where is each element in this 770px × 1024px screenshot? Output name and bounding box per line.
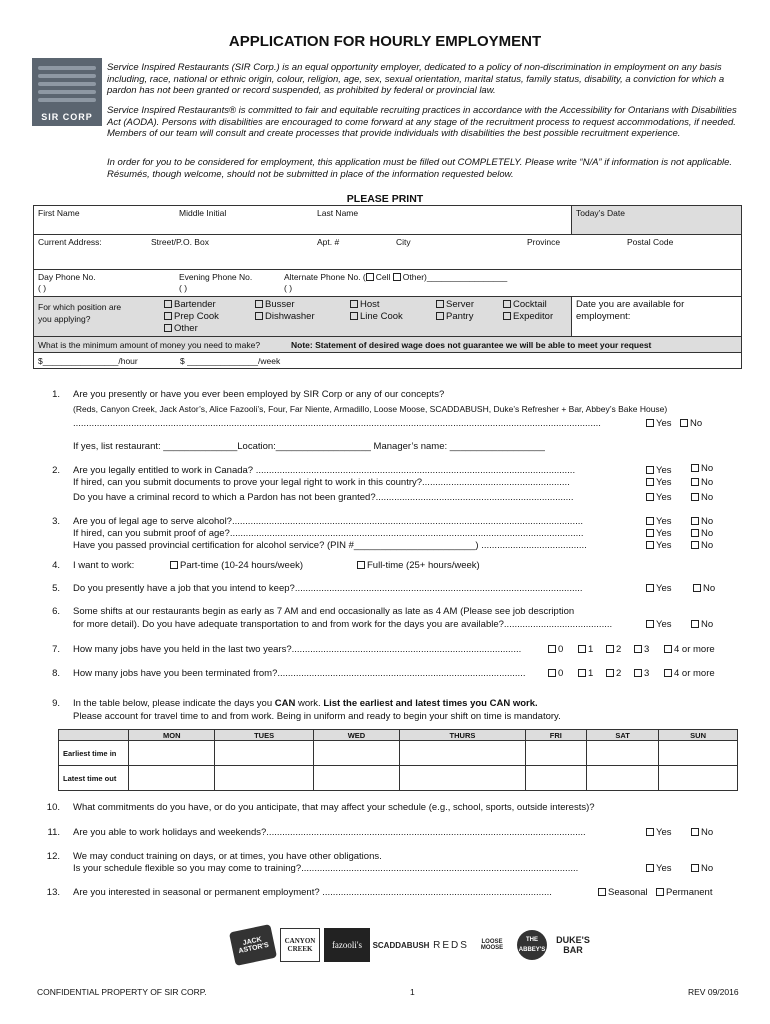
q7-4-checkbox[interactable] <box>664 645 672 653</box>
q7-count-4-or-more[interactable]: 4 or more <box>664 644 715 655</box>
q11-no[interactable]: No <box>691 827 713 838</box>
host-checkbox[interactable] <box>350 300 358 308</box>
q6-yes-checkbox[interactable] <box>646 620 654 628</box>
position-prep-cook[interactable]: Prep Cook <box>164 311 219 322</box>
earliest-thurs[interactable] <box>400 741 526 766</box>
q5-no-checkbox[interactable] <box>693 584 701 592</box>
earliest-wed[interactable] <box>313 741 399 766</box>
q8-count-3[interactable]: 3 <box>634 668 649 679</box>
q3-number: 3. <box>52 516 60 527</box>
latest-mon[interactable] <box>129 766 215 791</box>
pantry-checkbox[interactable] <box>436 312 444 320</box>
q7-count-1[interactable]: 1 <box>578 644 593 655</box>
q3a-yes-checkbox[interactable] <box>646 517 654 525</box>
q3b-no[interactable]: No <box>691 528 713 539</box>
q6-number: 6. <box>52 606 60 617</box>
position-question-1: For which position are <box>38 302 122 312</box>
sir-corp-logo <box>32 58 102 126</box>
q8-count-4-or-more[interactable]: 4 or more <box>664 668 715 679</box>
latest-thurs[interactable] <box>400 766 526 791</box>
q12-no-checkbox[interactable] <box>691 864 699 872</box>
q2-number: 2. <box>52 465 60 476</box>
q5-yes[interactable]: Yes <box>646 583 672 594</box>
alternate-phone-label: Alternate Phone No. ( Cell Other)_________________ <box>284 272 508 282</box>
please-print-heading: PLEASE PRINT <box>346 193 424 205</box>
q11-yes[interactable]: Yes <box>646 827 672 838</box>
last-name-label: Last Name <box>317 208 359 218</box>
province-label: Province <box>527 237 561 247</box>
q12-yes[interactable]: Yes <box>646 863 672 874</box>
q12-number: 12. <box>46 851 60 862</box>
position-host[interactable]: Host <box>350 299 380 310</box>
availability-header-row <box>59 730 738 741</box>
position-pantry[interactable]: Pantry <box>436 311 473 322</box>
street-label: Street/P.O. Box <box>151 237 209 247</box>
latest-sat[interactable] <box>586 766 658 791</box>
latest-fri[interactable] <box>525 766 586 791</box>
q6-no[interactable]: No <box>691 619 713 630</box>
day-fri: FRI <box>525 730 586 741</box>
day-mon: MON <box>129 730 215 741</box>
q3c-yes[interactable]: Yes <box>646 540 672 551</box>
evening-phone-label: Evening Phone No. <box>179 272 253 282</box>
position-server[interactable]: Server <box>436 299 474 310</box>
q9-number: 9. <box>52 698 60 709</box>
q2c-yes-checkbox[interactable] <box>646 493 654 501</box>
day-phone-area: ( ) <box>38 283 47 293</box>
brand-fazoolis-logo: fazooli's <box>324 928 370 962</box>
position-expeditor[interactable]: Expeditor <box>503 311 553 322</box>
q7-2-checkbox[interactable] <box>606 645 614 653</box>
position-bartender[interactable]: Bartender <box>164 299 216 310</box>
position-dishwasher[interactable]: Dishwasher <box>255 311 315 322</box>
seasonal-checkbox[interactable] <box>598 888 606 896</box>
expeditor-checkbox[interactable] <box>503 312 511 320</box>
q7-count-0[interactable]: 0 <box>548 644 563 655</box>
brand-canyon-creek-logo: CANYON CREEK <box>280 928 320 962</box>
wage-row <box>34 337 741 353</box>
q2a-no-checkbox[interactable] <box>691 464 699 472</box>
brand-abbeys-logo: THE ABBEY'S <box>514 928 550 962</box>
q4-full-time[interactable]: Full-time (25+ hours/week) <box>357 560 480 571</box>
q3a-no-checkbox[interactable] <box>691 517 699 525</box>
earliest-sun[interactable] <box>659 741 738 766</box>
q12-yes-checkbox[interactable] <box>646 864 654 872</box>
evening-phone-area: ( ) <box>179 283 188 293</box>
q3a-no[interactable]: No <box>691 516 713 527</box>
logo-text: SIR CORP <box>41 112 93 122</box>
q10-number: 10. <box>46 802 60 813</box>
availability-table <box>58 729 738 791</box>
latest-wed[interactable] <box>313 766 399 791</box>
q8-count-1[interactable]: 1 <box>578 668 593 679</box>
q13-permanent[interactable]: Permanent <box>656 887 712 898</box>
q3c-text: Have you passed provincial certification for alcohol service? (PIN #_______________________) ........................................ <box>73 540 587 551</box>
q7-3-checkbox[interactable] <box>634 645 642 653</box>
intro-paragraph-1: Service Inspired Restaurants (SIR Corp.) is an equal opportunity employer, dedicated to a policy of non-discrimination in employment on any basis including, race, national or ethnic origin, colour, religion, age, sex, sexual orientation, marital status, family status, disability, a conviction for which a pardon has not been granted or record suspended, as prohibited by federal or provincial law. <box>107 62 725 96</box>
busser-checkbox[interactable] <box>255 300 263 308</box>
q8-number: 8. <box>52 668 60 679</box>
intro-paragraph-3: In order for you to be considered for employment, this application must be filled out COMPLETELY. Please write “N/A” if information is not applicable. Résumés, though welcome, should not be submitted in place of the information requested below. <box>107 157 733 180</box>
todays-date-cell[interactable] <box>571 206 741 234</box>
q11-yes-checkbox[interactable] <box>646 828 654 836</box>
q5-no[interactable]: No <box>693 583 715 594</box>
wage-input-row[interactable] <box>34 353 741 369</box>
earliest-label: Earliest time in <box>59 741 129 766</box>
q9a-text: In the table below, please indicate the days you CAN work. List the earliest and latest times you CAN work. <box>73 698 538 709</box>
line-cook-checkbox[interactable] <box>350 312 358 320</box>
latest-tues[interactable] <box>215 766 313 791</box>
corner-cell <box>59 730 129 741</box>
name-row[interactable] <box>34 206 741 235</box>
day-wed: WED <box>313 730 399 741</box>
address-row[interactable] <box>34 235 741 270</box>
q7-number: 7. <box>52 644 60 655</box>
q8-1-checkbox[interactable] <box>578 669 586 677</box>
wage-note: Note: Statement of desired wage does not guarantee we will be able to meet your request <box>291 340 652 350</box>
q6-yes[interactable]: Yes <box>646 619 672 630</box>
server-checkbox[interactable] <box>436 300 444 308</box>
todays-date-label: Today’s Date <box>576 208 625 218</box>
per-week-field[interactable]: $ _______________/week <box>180 356 281 366</box>
per-hour-field[interactable]: $________________/hour <box>38 356 138 366</box>
q12a-text: We may conduct training on days, or at times, you have other obligations. <box>73 851 382 862</box>
q3c-yes-checkbox[interactable] <box>646 541 654 549</box>
footer-confidential: CONFIDENTIAL PROPERTY OF SIR CORP. <box>37 987 207 997</box>
q7-count-2[interactable]: 2 <box>606 644 621 655</box>
postal-code-label: Postal Code <box>627 237 674 247</box>
other-phone-checkbox[interactable] <box>393 273 401 281</box>
q4-number: 4. <box>52 560 60 571</box>
q1-no-checkbox[interactable] <box>680 419 688 427</box>
q13-number: 13. <box>46 887 60 898</box>
date-available-cell[interactable] <box>571 297 741 336</box>
position-row <box>34 297 741 337</box>
position-busser[interactable]: Busser <box>255 299 295 310</box>
latest-row <box>59 766 738 791</box>
q4-part-time[interactable]: Part-time (10-24 hours/week) <box>170 560 303 571</box>
latest-label: Latest time out <box>59 766 129 791</box>
q3b-text: If hired, can you submit proof of age?...................................................................................................................................... <box>73 528 584 539</box>
cocktail-checkbox[interactable] <box>503 300 511 308</box>
q3a-text: Are you of legal age to serve alcohol?..................................................................................................................................... <box>73 516 584 527</box>
footer-page-number: 1 <box>410 987 415 997</box>
q4-text: I want to work: <box>73 560 135 571</box>
q7-count-3[interactable]: 3 <box>634 644 649 655</box>
q2c-yes[interactable]: Yes <box>646 492 672 503</box>
q11-no-checkbox[interactable] <box>691 828 699 836</box>
q7-1-checkbox[interactable] <box>578 645 586 653</box>
q6a-text: Some shifts at our restaurants begin as early as 7 AM and end occasionally as late as 4 AM (Please see job description <box>73 606 575 617</box>
earliest-tues[interactable] <box>215 741 313 766</box>
q7-0-checkbox[interactable] <box>548 645 556 653</box>
prep-cook-checkbox[interactable] <box>164 312 172 320</box>
q8-text: How many jobs have you been terminated from?.............................................................................................. <box>73 668 526 679</box>
q3b-yes[interactable]: Yes <box>646 528 672 539</box>
brand-loose-moose-logo: LOOSE MOOSE <box>480 939 504 951</box>
q12b-text: Is your schedule flexible so you may come to training?......................................................................................................... <box>73 863 579 874</box>
apt-label: Apt. # <box>317 237 340 247</box>
brand-reds-logo: REDS <box>433 939 469 951</box>
position-line-cook[interactable]: Line Cook <box>350 311 403 322</box>
q1-dots: ........................................................................................................................................................................................................ <box>73 418 601 429</box>
position-other[interactable]: Other <box>164 323 198 334</box>
q5-text: Do you presently have a job that you intend to keep?............................................................................................................. <box>73 583 583 594</box>
intro-paragraph-2: Service Inspired Restaurants® is committed to fair and equitable recruiting practices in accordance with the Accessibility for Ontarians with Disabilities Act (AODA). Persons with disabilities are encouraged to come forward at any stage of the recruitment process to request accommodations, if needed. Members of our team will consult and create processes that provide individuals with disabilities the best possible recruitment experience. <box>107 105 737 139</box>
alternate-phone-area: ( ) <box>284 283 293 293</box>
earliest-mon[interactable] <box>129 741 215 766</box>
q3b-no-checkbox[interactable] <box>691 529 699 537</box>
q1-yes[interactable]: Yes <box>646 418 672 429</box>
q7-text: How many jobs have you held in the last two years?....................................................................................... <box>73 644 522 655</box>
q9b-text: Please account for travel time to and from work. Being in uniform and ready to begin your shift on time is mandatory. <box>73 711 561 722</box>
q2b-text: If hired, can you submit documents to prove your legal right to work in this country?........................................................ <box>73 477 570 488</box>
q2b-yes-checkbox[interactable] <box>646 478 654 486</box>
latest-sun[interactable] <box>659 766 738 791</box>
full-time-checkbox[interactable] <box>357 561 365 569</box>
q12-no[interactable]: No <box>691 863 713 874</box>
bartender-checkbox[interactable] <box>164 300 172 308</box>
q1-text: Are you presently or have you ever been employed by SIR Corp or any of our concepts? <box>73 389 445 400</box>
q5-yes-checkbox[interactable] <box>646 584 654 592</box>
q3c-no[interactable]: No <box>691 540 713 551</box>
q8-count-0[interactable]: 0 <box>548 668 563 679</box>
q3a-yes[interactable]: Yes <box>646 516 672 527</box>
q6-no-checkbox[interactable] <box>691 620 699 628</box>
position-cocktail[interactable]: Cocktail <box>503 299 547 310</box>
q1-yes-checkbox[interactable] <box>646 419 654 427</box>
q1-number: 1. <box>52 389 60 400</box>
q2c-text: Do you have a criminal record to which a Pardon has not been granted?........................................................................... <box>73 492 574 503</box>
footer-revision: REV 09/2016 <box>688 987 739 997</box>
middle-initial-label: Middle Initial <box>179 208 227 218</box>
q2a-no[interactable]: No <box>691 463 713 474</box>
other-position-checkbox[interactable] <box>164 324 172 332</box>
q2b-no-checkbox[interactable] <box>691 478 699 486</box>
dishwasher-checkbox[interactable] <box>255 312 263 320</box>
day-thurs: THURS <box>400 730 526 741</box>
city-label: City <box>396 237 411 247</box>
q8-4-checkbox[interactable] <box>664 669 672 677</box>
earliest-row <box>59 741 738 766</box>
q3c-no-checkbox[interactable] <box>691 541 699 549</box>
date-available-label: Date you are available for employment: <box>576 299 685 322</box>
day-phone-label: Day Phone No. <box>38 272 96 282</box>
permanent-checkbox[interactable] <box>656 888 664 896</box>
min-amount-label: What is the minimum amount of money you need to make? <box>38 340 261 350</box>
cell-checkbox[interactable] <box>366 273 374 281</box>
q6b-text: for more detail). Do you have adequate transportation to and from work for the days you are available?......................................... <box>73 619 613 630</box>
page-title: APPLICATION FOR HOURLY EMPLOYMENT <box>228 33 542 50</box>
q11-text: Are you able to work holidays and weekends?......................................................................................................................... <box>73 827 586 838</box>
first-name-label: First Name <box>38 208 80 218</box>
q13-seasonal[interactable]: Seasonal <box>598 887 648 898</box>
q2c-no[interactable]: No <box>691 492 713 503</box>
q1-no[interactable]: No <box>680 418 702 429</box>
position-question-2: you applying? <box>38 314 91 324</box>
brand-jack-astors-logo: JACK ASTOR'S <box>229 924 277 966</box>
earliest-fri[interactable] <box>525 741 586 766</box>
q1-concepts: (Reds, Canyon Creek, Jack Astor’s, Alice Fazooli’s, Four, Far Niente, Armadillo, Loose Moose, SCADDABUSH, Duke’s Refresher + Bar, Abbey’s Bake House) <box>73 404 668 414</box>
q3b-yes-checkbox[interactable] <box>646 529 654 537</box>
q5-number: 5. <box>52 583 60 594</box>
q8-3-checkbox[interactable] <box>634 669 642 677</box>
q1-followup[interactable]: If yes, list restaurant: ______________Location:__________________ Manager’s name: __________________ <box>73 441 545 452</box>
brand-scaddabush-logo: SCADDABUSH <box>372 940 430 950</box>
q2c-no-checkbox[interactable] <box>691 493 699 501</box>
day-tues: TUES <box>215 730 313 741</box>
day-sun: SUN <box>659 730 738 741</box>
day-sat: SAT <box>586 730 658 741</box>
q10-text: What commitments do you have, or do you anticipate, that may affect your schedule (e.g., school, sports, outside interests)? <box>73 802 595 813</box>
earliest-sat[interactable] <box>586 741 658 766</box>
q2b-no[interactable]: No <box>691 477 713 488</box>
brand-dukes-bar-logo: DUKE'S BAR <box>556 935 590 955</box>
phone-row[interactable] <box>34 270 741 297</box>
part-time-checkbox[interactable] <box>170 561 178 569</box>
current-address-label: Current Address: <box>38 237 102 247</box>
q2a-yes[interactable]: Yes <box>646 465 672 476</box>
q8-count-2[interactable]: 2 <box>606 668 621 679</box>
q8-2-checkbox[interactable] <box>606 669 614 677</box>
q2b-yes[interactable]: Yes <box>646 477 672 488</box>
q2a-yes-checkbox[interactable] <box>646 466 654 474</box>
q11-number: 11. <box>47 827 60 838</box>
q2a-text: Are you legally entitled to work in Canada? ......................................................................................................................... <box>73 465 576 476</box>
q13-text: Are you interested in seasonal or permanent employment? ....................................................................................... <box>73 887 552 898</box>
personal-info-grid <box>33 205 742 369</box>
q8-0-checkbox[interactable] <box>548 669 556 677</box>
